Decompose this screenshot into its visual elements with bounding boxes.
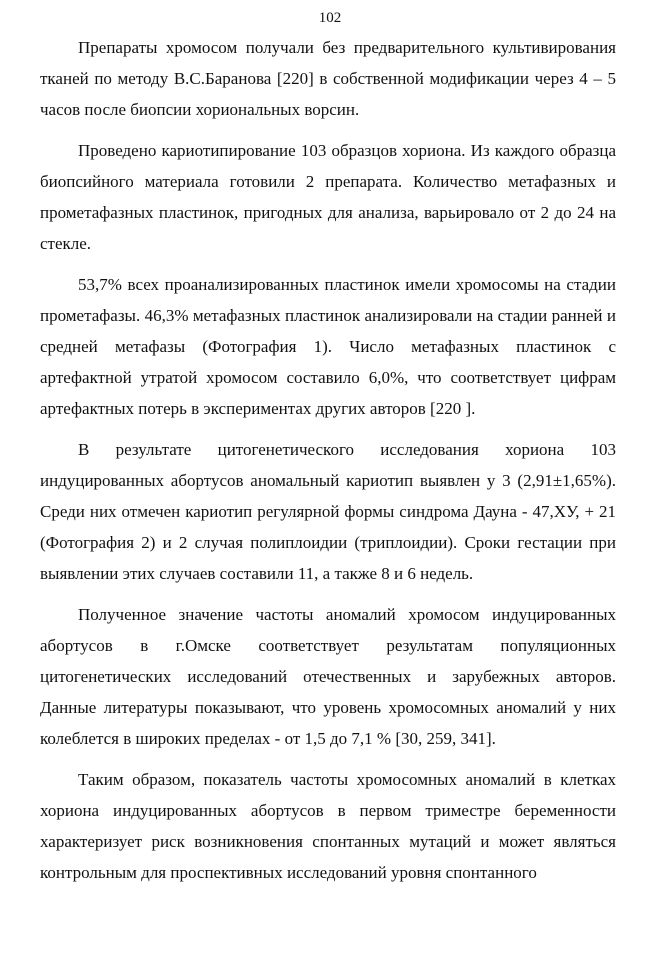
paragraph: 53,7% всех проанализированных пластинок имели хромосомы на стадии прометафазы. 46,3% метафазных пластинок анализировали на стадии ранней и средней метафазы (Фотография 1). Число метафазных пластинок с артефактной утратой хромосом составило 6,0%, что соответствует цифрам артефактных потерь в экспериментах других авторов [220 ].	[40, 275, 616, 418]
body-text	[40, 32, 616, 898]
paragraph: В результате цитогенетического исследования хориона 103 индуцированных абортусов аномальный кариотип выявлен у 3 (2,91±1,65%). Среди них отмечен кариотип регулярной формы синдрома Дауна - 47,ХУ, + 21 (Фотография 2) и 2 случая полиплоидии (триплоидии). Сроки гестации при выявлении этих случаев составили 11, а также 8 и 6 недель.	[40, 440, 616, 583]
paragraph: Препараты хромосом получали без предварительного культивирования тканей по методу В.С.Баранова [220] в собственной модификации через 4 – 5 часов после биопсии хориональных ворсин.	[40, 38, 616, 119]
paragraph: Проведено кариотипирование 103 образцов хориона. Из каждого образца биопсийного материала готовили 2 препарата. Количество метафазных и прометафазных пластинок, пригодных для анализа, варьировало от 2 до 24 на стекле.	[40, 141, 616, 253]
paragraph: Таким образом, показатель частоты хромосомных аномалий в клетках хориона индуцированных абортусов в первом триместре беременности характеризует риск возникновения спонтанных мутаций и может являться контрольным для проспективных исследований уровня спонтанного	[40, 770, 616, 882]
page-number: 102	[318, 10, 342, 26]
paragraph: Полученное значение частоты аномалий хромосом индуцированных абортусов в г.Омске соответствует результатам популяционных цитогенетических исследований отечественных и зарубежных авторов. Данные литературы показывают, что уровень хромосомных аномалий у них колеблется в широких пределах - от 1,5 до 7,1 % [30, 259, 341].	[40, 605, 616, 748]
